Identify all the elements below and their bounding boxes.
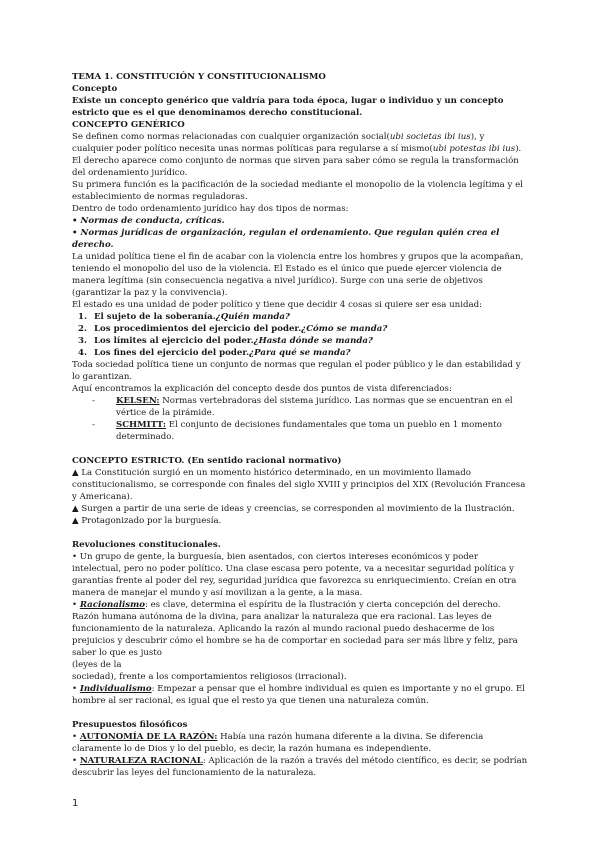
document-page [72,71,528,779]
text-run: Había una razón humana diferente a la divina. Se diferencia claramente lo de Dios y lo del pueblo, es decir, la razón humana es independiente. [72,732,484,754]
decision-text: El sujeto de la soberanía. [94,312,216,322]
latin-phrase: ubi potestas ibi ius [432,144,516,154]
views-list [72,395,528,443]
generico-paragraph-4: Dentro de todo ordenamiento jurídico hay dos tipos de normas: [72,204,349,214]
generico-paragraph-3: Su primera función es la pacificación de la sociedad mediante el monopolio de la violencia legítima y el establecimiento de normas reguladoras. [72,180,523,202]
heading-subtitle: (En sentido racional normativo) [184,456,342,466]
concepto-heading: Concepto [72,84,118,94]
view-text: Normas vertebradoras del sistema jurídico. Las normas que se encuentran en el vértice de la pirámide. [116,396,513,418]
term-racionalismo: Racionalismo [79,600,145,610]
bullet: • [72,756,80,766]
decision-item [78,335,528,347]
decision-item [78,311,528,323]
heading-text: CONCEPTO ESTRICTO. [72,456,185,466]
bullet: • [72,600,80,610]
page-number: 1 [72,798,79,809]
spacer [72,443,528,455]
author-name: KELSEN: [116,396,160,406]
decision-text: Los procedimientos del ejercicio del poder. [94,324,302,334]
term-individualismo: Individualismo [79,684,152,694]
text-run: : Empezar a pensar que el hombre individual es quien es importante y no el grupo. El hombre al ser racional, es igual que el resto ya que tienen una naturaleza común. [72,684,525,706]
decision-question: ¿Quién manda? [215,312,290,322]
presupuesto-item-2 [72,755,528,779]
generico-heading: CONCEPTO GENÉRICO [72,120,185,130]
decision-question: ¿Hasta dónde se manda? [253,336,373,346]
list-number: 1. [78,312,87,322]
generico-paragraph-8: Aquí encontramos la explicación del concepto desde dos puntos de vista diferenciados: [72,384,452,394]
revoluciones-heading: Revoluciones constitucionales. [72,540,221,550]
text-run: Se definen como normas relacionadas con cualquier organización social( [72,132,390,142]
revoluciones-paragraph-2b: (leyes de la [72,660,122,670]
generico-paragraph-6: El estado es una unidad de poder político y tiene que decidir 4 cosas si quiere ser esa unidad: [72,300,482,310]
list-number: 2. [78,324,87,334]
latin-phrase: ubi societas ibi ius [389,132,471,142]
dash-marker: - [92,420,95,430]
bullet: • [72,732,80,742]
revoluciones-paragraph-1: • Un grupo de gente, la burguesía, bien asentados, con ciertos intereses económicos y poder intelectual, pero no poder político. Una clase escasa pero potente, va a necesitar seguridad política y garantías frente al poder del rey, seguridad jurídica que favorezca su enriquecimiento. Creían en otra manera de manejar el mundo y así movilizan a la gente, a la masa. [72,552,517,598]
norm-type-1: • Normas de conducta, críticas. [72,216,225,226]
presupuestos-heading: Presupuestos filosóficos [72,720,188,730]
decision-question: ¿Cómo se manda? [301,324,388,334]
decision-text: Los límites al ejercicio del poder. [94,336,254,346]
spacer [72,527,528,539]
list-number: 3. [78,336,87,346]
decision-item [78,347,528,359]
document-title: TEMA 1. CONSTITUCIÓN Y CONSTITUCIONALISMO [72,72,326,82]
view-item-kelsen [92,395,528,419]
decision-text: Los fines del ejercicio del poder. [94,348,250,358]
decisions-list [72,311,528,359]
term-naturaleza: NATURALEZA RACIONAL [79,756,203,766]
decision-item [78,323,528,335]
spacer [72,707,528,719]
list-number: 4. [78,348,87,358]
author-name: SCHMITT: [116,420,167,430]
estricto-item: ▲ Surgen a partir de una serie de ideas y creencias, se corresponden al movimiento de la Ilustración. [72,504,515,514]
text-run: ), y cualquier poder político necesita unas normas políticas para regularse a sí mismo( [72,132,485,154]
text-run: : es clave, determina el espíritu de la Ilustración y cierta concepción del derecho. Razón humana autónoma de la divina, para analizar la naturaleza que era racional. Las leyes de funcionamiento de la naturaleza. Aplicando la razón al mundo racional puedo deshacerme de los prejuicios y descubrir cómo el hombre se ha de comportar en sociedad para ser más libre y feliz, para saber lo que es justo [72,600,518,658]
estricto-item: ▲ Protagonizado por la burguesía. [72,516,222,526]
dash-marker: - [92,396,95,406]
revoluciones-paragraph-3 [72,683,528,707]
estricto-item: ▲ La Constitución surgió en un momento histórico determinado, en un movimiento llamado constitucionalismo, se corresponde con finales del siglo XVIII y principios del XIX (Revolución Francesa y Americana). [72,468,526,502]
text-run: : Aplicación de la razón a través del método científico, es decir, se podrían descubrir las leyes del funcionamiento de la naturaleza. [72,756,528,778]
generico-paragraph-7: Toda sociedad política tiene un conjunto de normas que regulan el poder público y le dan estabilidad y lo garantizan. [72,360,521,382]
generico-paragraph-2: El derecho aparece como conjunto de normas que sirven para saber cómo se regula la transformación del ordenamiento jurídico. [72,156,519,178]
term-autonomia: AUTONOMÍA DE LA RAZÓN: [79,732,218,742]
estricto-heading [72,455,528,467]
text-run: ). [515,144,522,154]
bullet: • [72,684,80,694]
revoluciones-paragraph-2c: sociedad), frente a los comportamientos religiosos (irracional). [72,672,347,682]
generico-paragraph-5: La unidad política tiene el fin de acabar con la violencia entre los hombres y grupos que la acompañan, teniendo el monopolio del uso de la violencia. El Estado es el único que puede ejercer violencia de manera legítima (sin consecuencia negativa a nivel jurídico). Surge con una serie de objetivos (garantizar la paz y la convivencia). [72,252,524,298]
norm-type-2: • Normas jurídicas de organización, regulan el ordenamiento. Que regulan quién crea el derecho. [72,228,500,250]
view-text: El conjunto de decisiones fundamentales que toma un pueblo en 1 momento determinado. [116,420,502,442]
view-item-schmitt [92,419,528,443]
presupuesto-item-1 [72,731,528,755]
decision-question: ¿Para qué se manda? [249,348,351,358]
revoluciones-paragraph-2 [72,599,528,659]
concepto-text: Existe un concepto genérico que valdría para toda época, lugar o individuo y un concepto estricto que es el que denominamos derecho constitucional. [72,96,504,118]
generico-paragraph-1 [72,131,528,155]
